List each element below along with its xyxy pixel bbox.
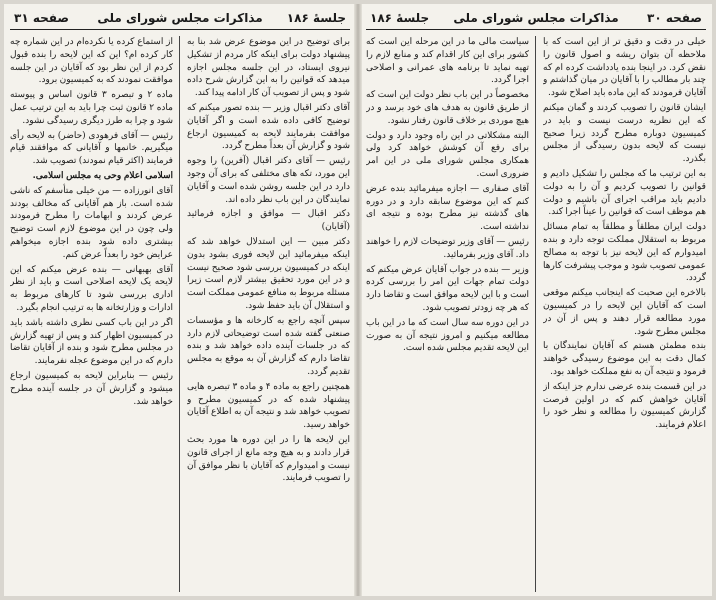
right-header-rule <box>366 29 706 30</box>
left-page <box>10 4 350 596</box>
left-page-header <box>10 8 350 30</box>
paragraph: آقای دکتر اقبال وزیر — بنده تصور میکنم که توضیح کافی داده شده است و اگر آقایان موافقت بفرمایند لایحه به کمیسیون ارجاع شود و گزارش آن بعداً مطرح گردد. <box>187 102 350 152</box>
paragraph: رئیس — آقای وزیر توضیحات لازم را خواهند داد. آقای وزیر بفرمائید. <box>366 236 529 260</box>
book-spread <box>4 4 712 596</box>
paragraph: سپس آنچه راجع به کارخانه ها و مؤسسات صنعتی گفته شده است توضیحاتی لازم دارد که در جلسات آینده داده خواهد شد و بنده تقاضا دارم که گزارش آن به موقع به مجلس تقدیم گردد. <box>187 315 350 377</box>
paragraph: رئیس — بنابراین لایحه به کمیسیون ارجاع میشود و گزارش آن در جلسه آینده مطرح خواهد شد. <box>10 370 173 407</box>
paragraph: برای توضیح در این موضوع عرض شد بنا به پیشنهاد دولت برای اینکه کار مردم از تشکیل نیروی ایستاد، در این جلسه مجلس اجازه میدهد که قوانین را به این گزارش شرح داده شود و پس از تصویب آن کار ادامه پیدا کند. <box>187 37 350 99</box>
paragraph: ماده ۲ و تبصره ۳ قانون اساس و پیوسته ماده ۲ قانون ثبت چرا باید به این ترتیب عمل شود و چرا به طرز دیگری رسیدگی نشود. <box>10 90 173 126</box>
right-page-number: صفحه ۳۰ <box>647 11 702 25</box>
paragraph: دولت ایران مطلقاً و مطلقاً به تمام مسائل مربوط به استقلال مملکت توجه دارد و بنده امیدوارم که این لایحه نیز با توجه به مصالح عمومی تصویب شود و موجب پیشرفت کارها گردد. <box>543 222 706 284</box>
right-page-title: مذاکرات مجلس شورای ملی <box>453 11 619 25</box>
left-page-title: مذاکرات مجلس شورای ملی <box>97 11 263 25</box>
paragraph: البته مشکلاتی در این راه وجود دارد و دولت برای رفع آن کوشش خواهد کرد ولی همکاری مجلس شورای ملی در این امر ضروری است. <box>366 130 529 179</box>
paragraph: آقای انورزاده — من خیلی متأسفم که ناشی شده است. باز هم آقایانی که مخالف بودند عرض کردند و ابهامات را مطرح فرمودند ولی چون در این موضوع لازم است توضیح بیشتری داده شود بنده اجازه میخواهم عرایض خود را بعداً عرض کنم. <box>10 185 173 260</box>
paragraph: آقای بهبهانی — بنده عرض میکنم که این لایحه یک لایحه اصلاحی است و باید از نظر اداری بررسی شود تا کارهای مربوط به ادارات و وزارتخانه ها به ترتیب انجام بگیرد. <box>10 264 173 313</box>
paragraph: به این ترتیب ما که مجلس را تشکیل دادیم و قوانین را تصویب کردیم و آن را به دولت دادیم باید مراقب اجرای آن باشیم و دولت هم موظف است که قوانین را عیناً اجرا کند. <box>543 168 706 218</box>
section-heading: اسلامی اعلام وحی به مجلس اسلامی. <box>32 170 173 181</box>
paragraph: این لایحه ها را در این دوره ها مورد بحث قرار دادند و به هیچ وجه مانع از اجرای قانون نیست و امیدوارم که آقایان با نظر موافق آن را تصویب فرمایند. <box>187 434 350 484</box>
paragraph: از استماع کرده یا نکرده‌ام در این شماره چه کار کرده ام؟ این که این لایحه را بنده قبول کردم از این نظر بود که آقایان در این جلسه موافقت نمودند که به کمیسیون برود. <box>10 37 173 86</box>
right-page-header <box>366 8 706 30</box>
right-page-column-right <box>543 36 706 592</box>
right-page-column-rule <box>535 36 536 592</box>
left-page-column-right <box>187 36 350 592</box>
paragraph: ایشان قانون را تصویب کردند و گمان میکنم که این نظریه درست نیست و باید در کمیسیون دوباره مطرح گردد زیرا صحیح نیست که لایحه بدون رسیدگی از مجلس بگذرد. <box>543 102 706 165</box>
paragraph: سیاست مالی ما در این مرحله این است که کشور برای این کار اقدام کند و منابع لازم را تهیه نماید تا برنامه های عمرانی و اصلاحی اجرا گردد. <box>366 37 529 86</box>
left-header-rule <box>10 29 350 30</box>
paragraph: خیلی در دقت و دقیق تر از این است که با ملاحظه آن بتوان ریشه و اصول قانون را نقض کرد. در اینجا بنده یادداشت کرده ام که چند بار مطالب را با آقایان در میان گذاشتم و آقایان فرمودند که این ماده باید اصلاح شود. <box>543 37 706 99</box>
left-page-column-left <box>10 36 173 592</box>
paragraph: رئیس — آقای دکتر اقبال (آفرین) را وجوه این مورد، تکه های مختلفی که برای آن وجود دارد در این جلسه روشن شده است و آقایان نمایندگان در این باب نظر داده اند. <box>187 156 350 205</box>
paragraph: آقای صفاری — اجازه میفرمائید بنده عرض کنم که این موضوع سابقه دارد و در دوره های گذشته نیز مطرح بوده و نتیجه ای نداشته است. <box>366 183 529 233</box>
paragraph: مخصوصاً در این باب نظر دولت این است که از طریق قانون به هدف های خود برسد و در هیچ موردی بر خلاف قانون رفتار نشود. <box>366 90 529 126</box>
paragraph: دکتر اقبال — موافق و اجازه فرمائید (آقایان) <box>187 209 350 233</box>
paragraph: رئیس — آقای فرهودی (حاضر) به لایحه رأی میگیریم. خانمها و آقایانی که موافقند قیام فرمایند (اکثر قیام نمودند) تصویب شد. <box>10 130 173 167</box>
left-page-column-rule <box>179 36 180 592</box>
paragraph: در این قسمت بنده عرضی ندارم جز اینکه از آقایان خواهش کنم که در اولین فرصت گزارش کمیسیون را مطالعه و نظر خود را اعلام فرمایند. <box>543 381 706 431</box>
left-page-number: صفحه ۳۱ <box>14 11 69 25</box>
paragraph: دکتر مبین — این استدلال خواهد شد که اینکه میفرمائید این لایحه فوری بشود بدون اینکه در کمیسیون بررسی شود صحیح نیست و در این مورد تحقیق بیشتر لازم است زیرا مسئله مربوط به منافع عمومی مملکت است و استقلال آن باید حفظ شود. <box>187 236 350 311</box>
book-gutter <box>354 4 362 596</box>
paragraph: وزیر — بنده در جواب آقایان عرض میکنم که دولت تمام جهات این امر را بررسی کرده است و با این لایحه موافق است و تقاضا دارد که هر چه زودتر تصویب شود. <box>366 264 529 313</box>
right-page <box>366 4 706 596</box>
right-page-column-left <box>366 36 529 592</box>
paragraph: در این دوره سه سال است که ما در این باب مطالعه میکنیم و امروز نتیجه آن به صورت این لایحه تقدیم مجلس شده است. <box>366 317 529 354</box>
paragraph: بالاخره این صحبت که اینجانب میکنم موقعی است که آقایان این لایحه را در کمیسیون مورد مطالعه قرار دهند و پس از آن در مجلس مطرح شود. <box>543 288 706 337</box>
paragraph: بنده مطمئن هستم که آقایان نمایندگان با کمال دقت به این موضوع رسیدگی خواهند فرمود و نتیجه آن به نفع مملکت خواهد بود. <box>543 341 706 377</box>
paragraph: اگر در این باب کسی نظری داشته باشد باید در کمیسیون اظهار کند و پس از تهیه گزارش در مجلس مطرح شود و بنده از آقایان تقاضا دارم که در این موضوع عجله نفرمایند. <box>10 317 173 367</box>
right-page-issue: جلسهٔ ۱۸۶ <box>370 11 430 25</box>
left-page-issue: جلسهٔ ۱۸۶ <box>286 11 346 25</box>
paragraph: همچنین راجع به ماده ۴ و ماده ۳ تبصره هایی پیشنهاد شده که در کمیسیون مطرح و تصویب خواهد شد و نتیجه آن به اطلاع آقایان خواهد رسید. <box>187 381 350 431</box>
